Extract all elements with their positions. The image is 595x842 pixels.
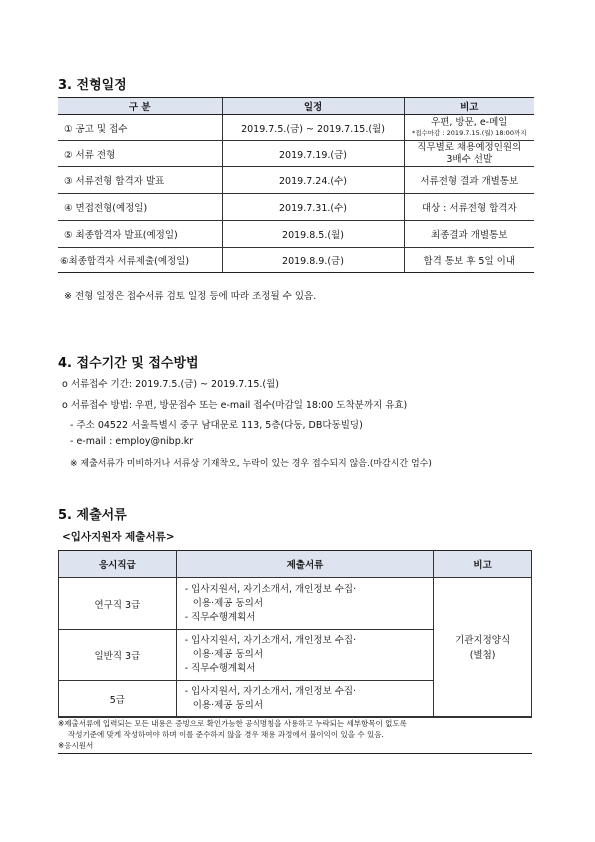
step-cell: ② 서류 전형	[58, 141, 222, 167]
date-cell: 2019.8.5.(월)	[222, 221, 404, 248]
step-cell: ① 공고 및 접수	[58, 115, 222, 141]
doc-line: 이용·제공 동의서	[192, 597, 264, 609]
documents-cell	[176, 681, 433, 718]
remark-line: 기관지정양식	[455, 634, 511, 646]
note-cell	[404, 115, 534, 141]
schedule-table	[58, 97, 534, 273]
table-row	[58, 194, 534, 221]
table-row	[58, 248, 534, 273]
remark-cell	[434, 578, 532, 718]
table-row	[58, 221, 534, 248]
section4-line: - e-mail : employ@nibp.kr	[70, 436, 194, 447]
doc-line: - 입사지원서, 자기소개서, 개인정보 수집·	[184, 635, 357, 646]
table-row	[58, 115, 534, 141]
section5-subtitle: <입사지원자 제출서류>	[62, 531, 175, 543]
note-cell	[404, 141, 534, 167]
note-cell: 서류전형 결과 개별통보	[404, 167, 534, 194]
header-step: 구 분	[58, 98, 222, 115]
step-cell: ③ 서류전형 합격자 발표	[58, 167, 222, 194]
step-cell: ④ 면접전형(예정일)	[58, 194, 222, 221]
schedule-header-row	[58, 98, 534, 115]
note-subtext: *접수마감 : 2019.7.15.(월) 18:00까지	[411, 128, 527, 137]
footnote-line: ※응시원서	[58, 741, 94, 750]
doc-line: 이용·제공 동의서	[192, 649, 264, 660]
date-cell: 2019.7.31.(수)	[222, 194, 404, 221]
note-text: 우편, 방문, e-메일	[431, 116, 508, 128]
header-position: 응시직급	[59, 551, 177, 578]
schedule-footnote: ※ 전형 일정은 접수서류 검토 일정 등에 따라 조정될 수 있음.	[64, 291, 317, 302]
doc-line: - 직무수행계획서	[184, 611, 256, 623]
section4-line: ※ 제출서류가 미비하거나 서류상 기재착오, 누락이 있는 경우 접수되지 않음.(마감시간 엄수)	[70, 459, 432, 469]
footnote-line: ※제출서류에 입력되는 모든 내용은 증빙으로 확인가능한 공식명칭을 사용하고 누락되는 세부항목이 없도록	[58, 719, 407, 728]
doc-line: 이용·제공 동의서	[192, 700, 264, 711]
note-text: 직무별로 채용예정인원의	[417, 141, 522, 153]
note-cell: 최종결과 개별통보	[404, 221, 534, 248]
footnote-line: 작성기준에 맞게 작성하여야 하며 이를 준수하지 않을 경우 채용 과정에서 불이익이 있을 수 있음.	[68, 730, 384, 739]
documents-cell	[176, 578, 433, 630]
documents-footnote	[58, 716, 532, 754]
remark-line: (별첨)	[469, 649, 496, 661]
note-cell: 합격 통보 후 5일 이내	[404, 248, 534, 273]
position-cell: 일반직 3급	[59, 630, 177, 681]
table-row	[58, 141, 534, 167]
table-row	[58, 167, 534, 194]
section4-line: o 서류접수 기간: 2019.7.5.(금) ~ 2019.7.15.(월)	[62, 379, 280, 390]
doc-line: - 직무수행계획서	[184, 663, 256, 674]
section5-title: 5. 제출서류	[58, 508, 127, 523]
section4-line: o 서류접수 방법: 우편, 방문접수 또는 e-mail 접수(마감일 18:00 도착분까지 유효)	[62, 400, 408, 411]
table-row	[59, 578, 532, 630]
header-note: 비고	[404, 98, 534, 115]
date-cell: 2019.7.24.(수)	[222, 167, 404, 194]
note-subtext: 3배수 선발	[446, 153, 493, 165]
header-remark: 비고	[434, 551, 532, 578]
documents-cell	[176, 630, 433, 681]
doc-line: - 입사지원서, 자기소개서, 개인정보 수집·	[184, 583, 357, 595]
step-cell: ⑥최종합격자 서류제출(예정일)	[58, 248, 222, 273]
section4-title: 4. 접수기간 및 접수방법	[58, 356, 199, 371]
section4-line: - 주소 04522 서울특별시 중구 남대문로 113, 5층(다동, DB다동빌딩)	[70, 420, 363, 431]
note-cell: 대상 : 서류전형 합격자	[404, 194, 534, 221]
date-cell: 2019.7.5.(금) ~ 2019.7.15.(월)	[222, 115, 404, 141]
header-documents: 제출서류	[176, 551, 433, 578]
documents-table	[58, 550, 532, 718]
doc-line: - 입사지원서, 자기소개서, 개인정보 수집·	[184, 686, 357, 697]
date-cell: 2019.7.19.(금)	[222, 141, 404, 167]
position-cell: 연구직 3급	[59, 578, 177, 630]
position-cell: 5급	[59, 681, 177, 718]
date-cell: 2019.8.9.(금)	[222, 248, 404, 273]
section3-title: 3. 전형일정	[58, 78, 127, 93]
header-date: 일정	[222, 98, 404, 115]
documents-header-row	[59, 551, 532, 578]
step-cell: ⑤ 최종합격자 발표(예정일)	[58, 221, 222, 248]
